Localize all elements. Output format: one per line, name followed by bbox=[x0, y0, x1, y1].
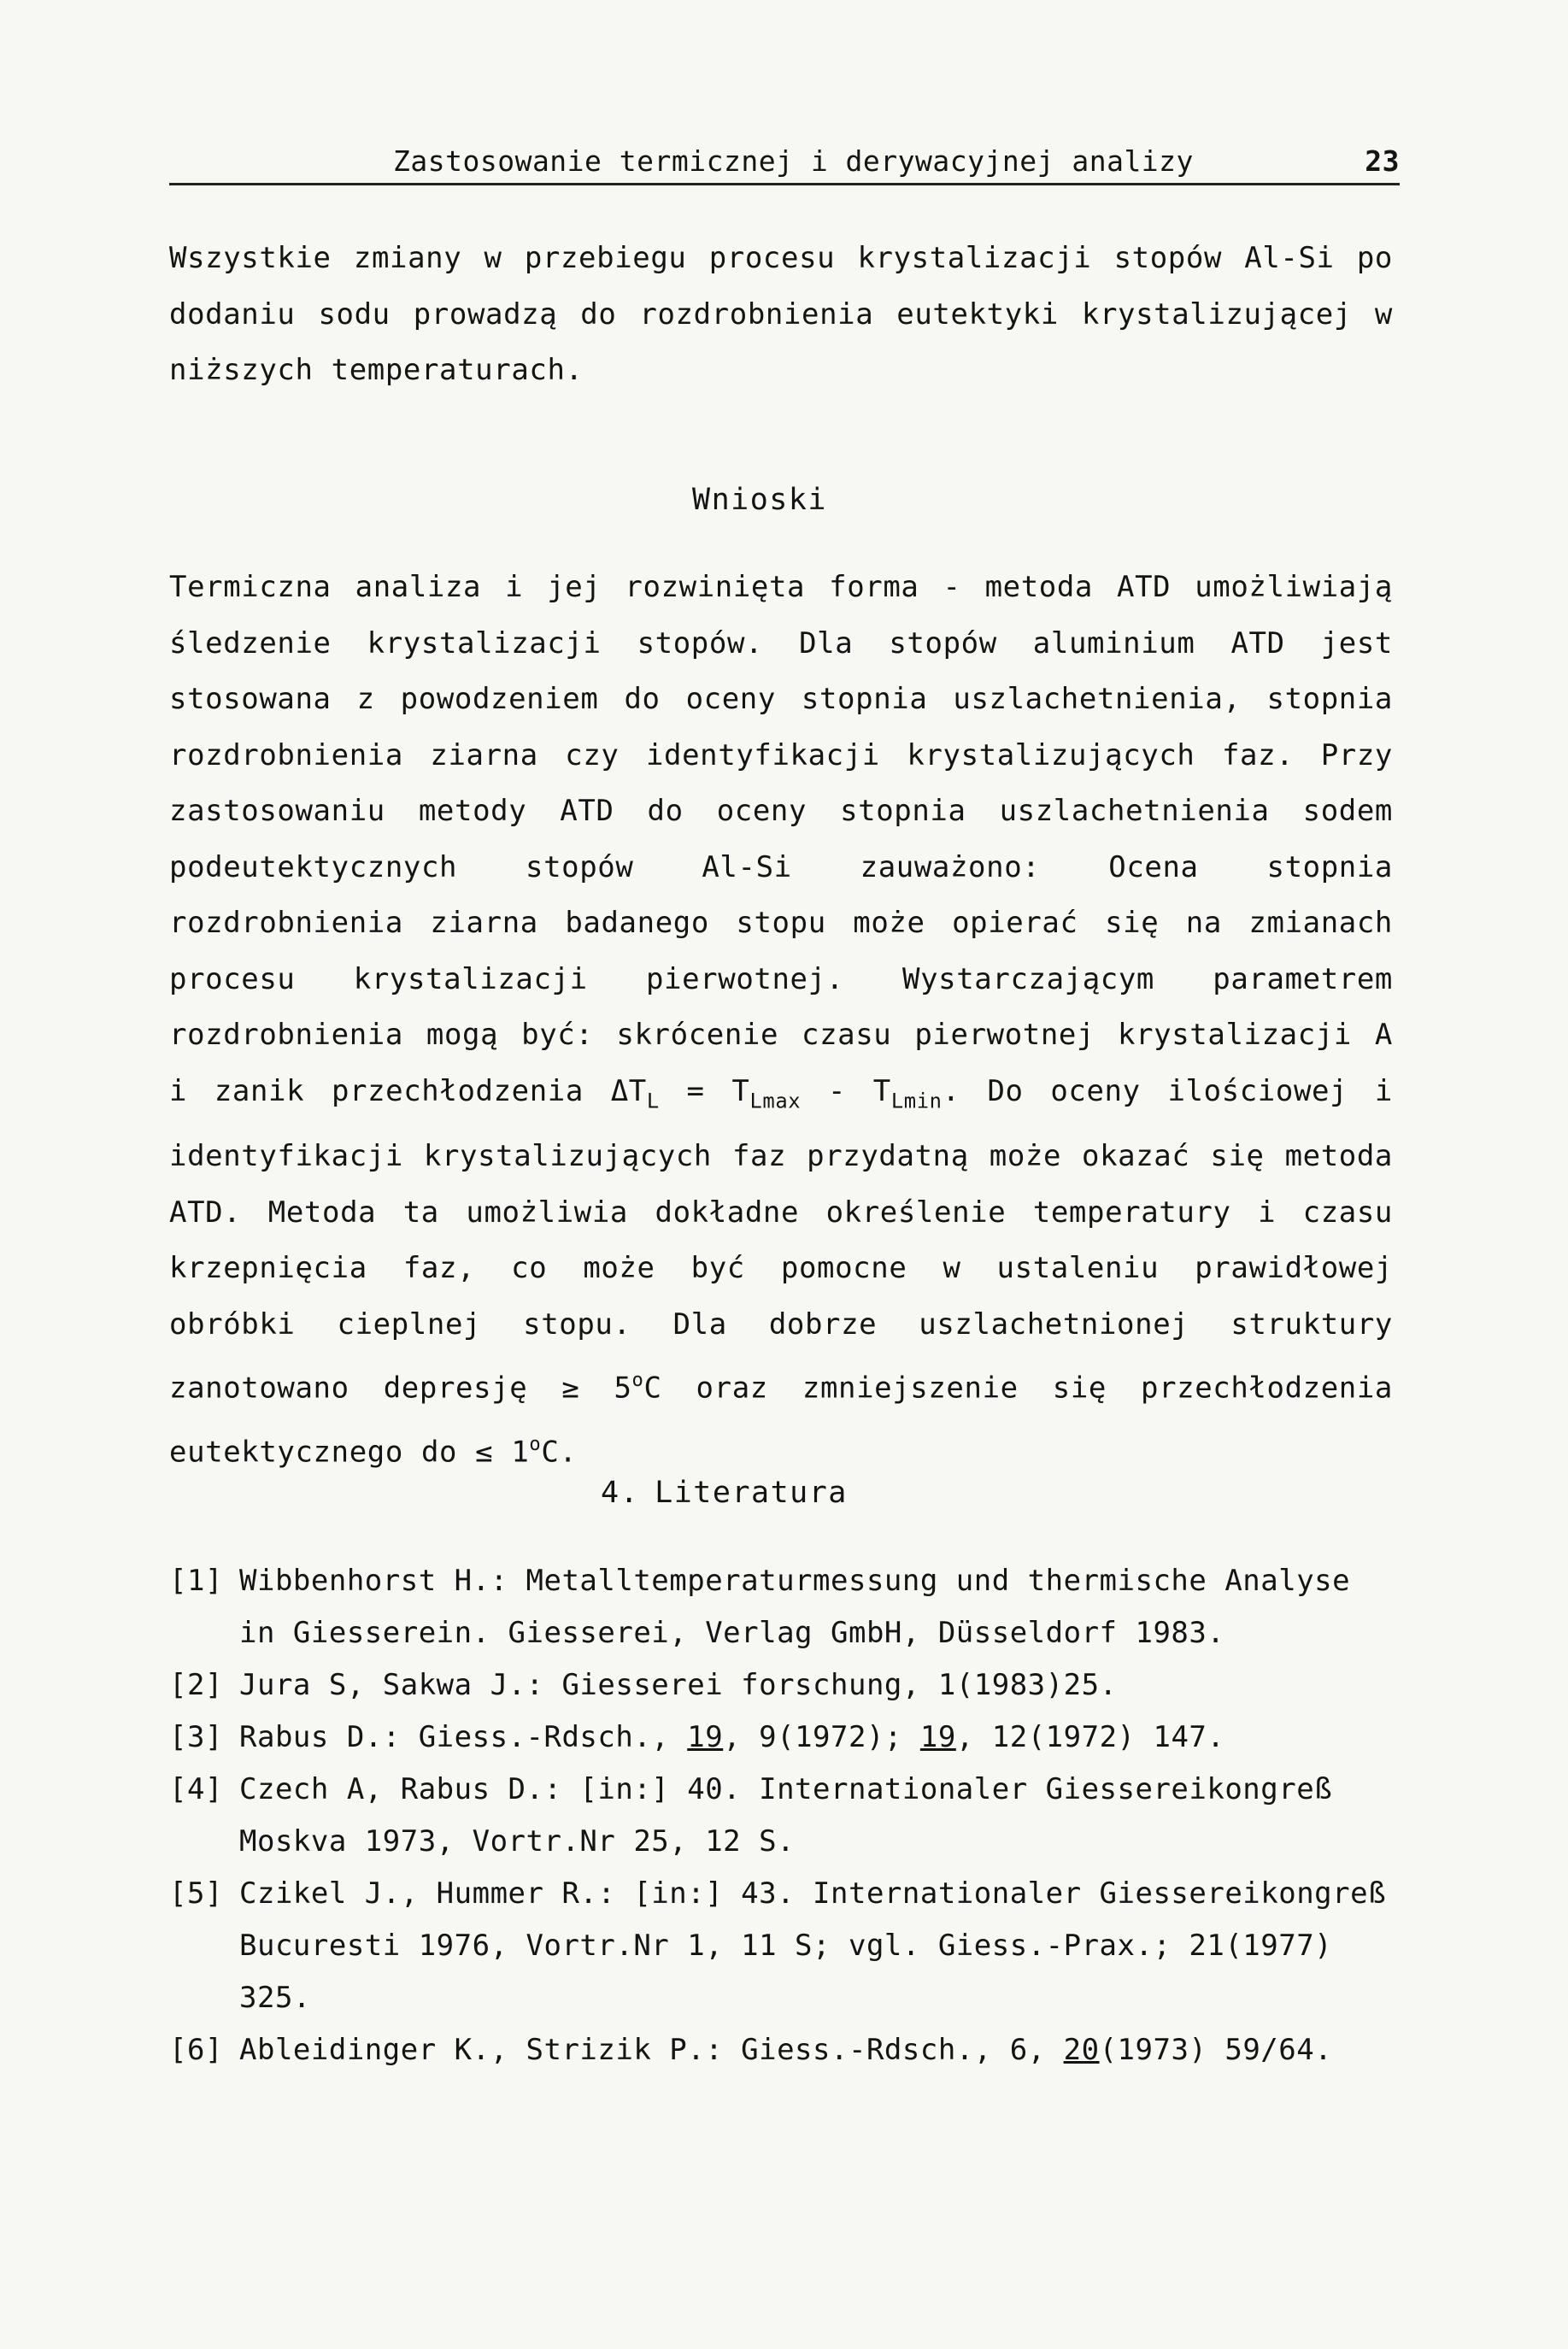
reference-marker: [3] bbox=[169, 1720, 223, 1754]
reference-item bbox=[169, 1555, 1400, 1659]
reference-line: in Giesserein. Giesserei, Verlag GmbH, Düsseldorf 1983. bbox=[239, 1616, 1225, 1650]
reference-line: Rabus D.: Giess.-Rdsch., 19, 9(1972); 19, 12(1972) 147. bbox=[239, 1720, 1225, 1754]
reference-marker: [6] bbox=[169, 2033, 223, 2067]
page-number: 23 bbox=[1365, 144, 1400, 178]
reference-line: Wibbenhorst H.: Metalltemperaturmessung und thermische Analyse bbox=[239, 1564, 1351, 1598]
reference-item bbox=[169, 1712, 1400, 1764]
volume-number: 19 bbox=[919, 1720, 956, 1754]
reference-item bbox=[169, 1659, 1400, 1712]
reference-line: 325. bbox=[239, 1981, 311, 2015]
reference-item bbox=[169, 2024, 1400, 2076]
conclusions-text-part-3: C oraz zmniejszenie się przechłodzenia eutektycznego do ≤ 1 bbox=[169, 1371, 1393, 1470]
reference-marker: [4] bbox=[169, 1772, 223, 1806]
conclusions-text-part-4: C. bbox=[541, 1435, 578, 1470]
running-header bbox=[169, 145, 1400, 185]
volume-number: 20 bbox=[1063, 2033, 1100, 2067]
section-heading-conclusions: Wnioski bbox=[692, 483, 828, 517]
reference-line: Czech A, Rabus D.: [in:] 40. Internationaler Giessereikongreß bbox=[239, 1772, 1333, 1806]
reference-marker: [2] bbox=[169, 1668, 223, 1702]
conclusions-text-part-1: Termiczna analiza i jej rozwinięta forma - metoda ATD umożliwiają śledzenie krystalizacji stopów. Dla stopów aluminium ATD jest stosowana z powodzeniem do oceny stopnia uszlachetnienia, stopnia rozdrobnienia ziarna czy identyfikacji krystalizujących faz. Przy zastosowaniu metody ATD do oceny stopnia uszlachetnienia sodem podeutektycznych stopów Al-Si zauważono: Ocena stopnia rozdrobnienia ziarna badanego stopu może opierać się na zmianach procesu krystalizacji pierwotnej. Wystarczającym parametrem rozdrobnienia mogą być: skrócenie czasu pierwotnej krystalizacji A i zanik przechłodzenia bbox=[169, 570, 1393, 1108]
conclusions-paragraph bbox=[169, 560, 1393, 1481]
reference-line: Ableidinger K., Strizik P.: Giess.-Rdsch., 6, 20(1973) 59/64. bbox=[239, 2033, 1333, 2067]
section-heading-literature bbox=[601, 1476, 848, 1510]
reference-marker: [1] bbox=[169, 1564, 223, 1598]
conclusions-text-part-2: Do oceny ilościowej i identyfikacji krystalizujących faz przydatną może okazać się metoda ATD. Metoda ta umożliwia dokładne określenie temperatury i czasu krzepnięcia faz, co może być pomocne w ustaleniu prawidłowej obróbki cieplnej stopu. Dla dobrze uszlachetnionej struktury zanotowano depresję ≥ 5 bbox=[169, 1073, 1393, 1406]
degree-symbol: o bbox=[631, 1369, 644, 1392]
section-title: Literatura bbox=[655, 1476, 848, 1510]
reference-line: Czikel J., Hummer R.: [in:] 43. Internationaler Giessereikongreß bbox=[239, 1876, 1387, 1911]
reference-line: Bucuresti 1976, Vortr.Nr 1, 11 S; vgl. Giess.-Prax.; 21(1977) bbox=[239, 1929, 1333, 1963]
reference-line: Jura S, Sakwa J.: Giesserei forschung, 1(1983)25. bbox=[239, 1668, 1118, 1702]
degree-symbol: o bbox=[529, 1433, 542, 1456]
intro-paragraph: Wszystkie zmiany w przebiegu procesu krystalizacji stopów Al-Si po dodaniu sodu prowadzą do rozdrobnienia eutektyki krystalizującej w niższych temperaturach. bbox=[169, 241, 1393, 387]
reference-line: Moskva 1973, Vortr.Nr 25, 12 S. bbox=[239, 1824, 796, 1859]
reference-item bbox=[169, 1764, 1400, 1868]
volume-number: 19 bbox=[687, 1720, 724, 1754]
reference-item bbox=[169, 1868, 1400, 2024]
undercooling-formula: $\Delta T_L = T_{Lmax} - T_{Lmin}$. bbox=[610, 1073, 960, 1113]
section-number: 4. bbox=[601, 1476, 640, 1510]
reference-list bbox=[169, 1555, 1400, 2076]
running-header-title: Zastosowanie termicznej i derywacyjnej analizy bbox=[393, 144, 1194, 178]
reference-marker: [5] bbox=[169, 1876, 223, 1911]
